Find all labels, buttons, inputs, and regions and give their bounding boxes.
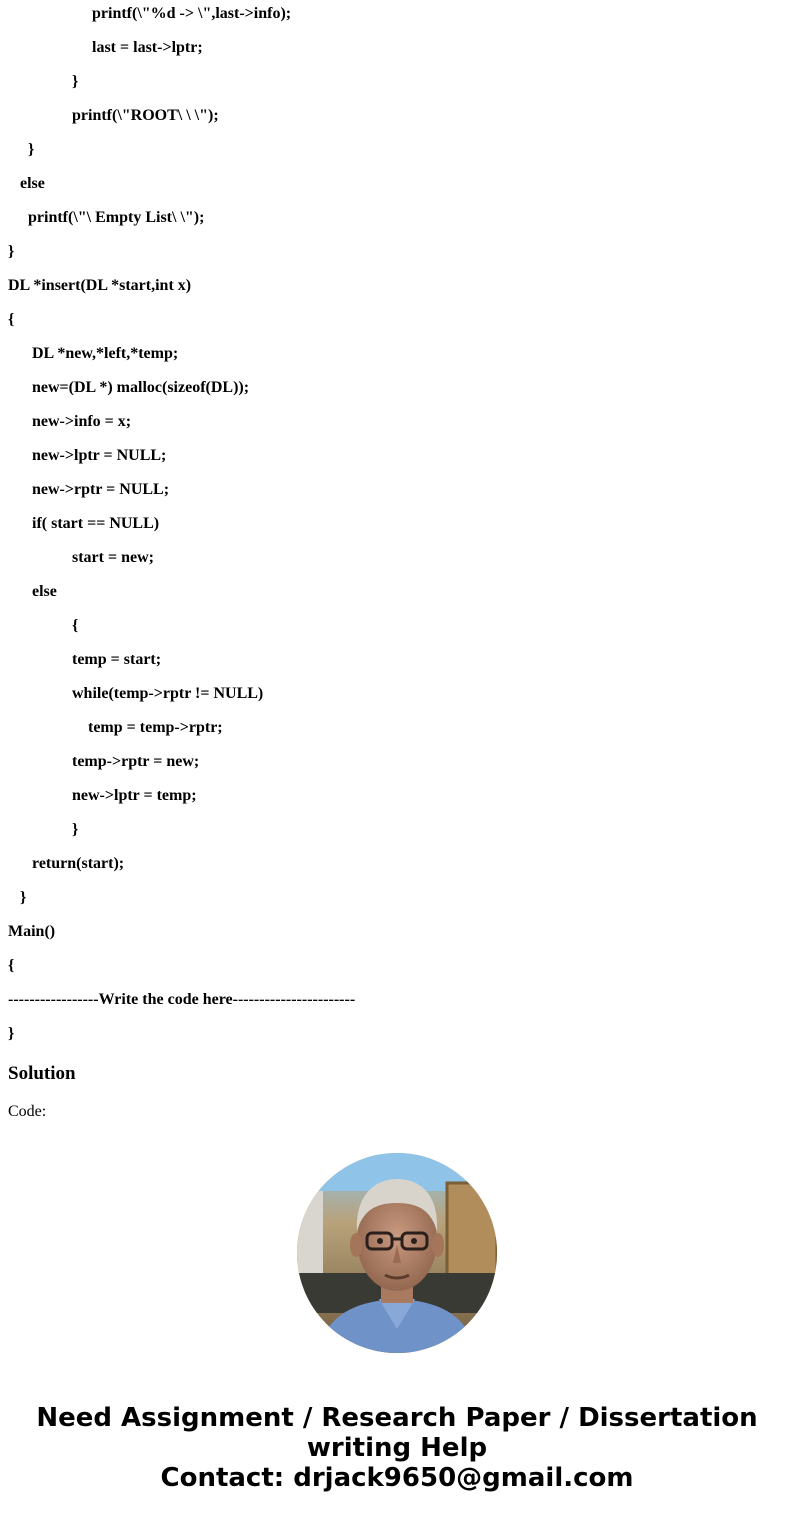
author-avatar — [297, 1153, 497, 1353]
code-line: { — [8, 957, 15, 974]
code-line: { — [72, 617, 79, 634]
code-line: new->lptr = NULL; — [32, 447, 167, 464]
person-portrait-icon — [297, 1153, 497, 1353]
code-line: if( start == NULL) — [32, 515, 160, 532]
promo-line-2: writing Help — [306, 1433, 488, 1463]
promo-line-1: Need Assignment / Research Paper / Dissertation — [36, 1403, 758, 1433]
solution-heading: Solution — [8, 1063, 76, 1084]
code-line: else — [20, 175, 45, 192]
code-line: -----------------Write the code here----------------------- — [8, 991, 356, 1008]
code-line: new=(DL *) malloc(sizeof(DL)); — [32, 379, 250, 396]
code-line: } — [20, 889, 27, 906]
code-line: printf(\"%d -> \",last->info); — [92, 5, 292, 22]
promo-line-3: Contact: drjack9650@gmail.com — [160, 1463, 634, 1493]
code-line: temp = start; — [72, 651, 162, 668]
code-line: } — [28, 141, 35, 158]
code-label: Code: — [8, 1103, 47, 1120]
code-line: new->lptr = temp; — [72, 787, 197, 804]
code-line: new->info = x; — [32, 413, 132, 430]
code-line: while(temp->rptr != NULL) — [72, 685, 264, 702]
code-line: DL *insert(DL *start,int x) — [8, 277, 192, 294]
code-line: } — [72, 821, 79, 838]
code-line: DL *new,*left,*temp; — [32, 345, 179, 362]
code-line: temp = temp->rptr; — [88, 719, 223, 736]
code-line: else — [32, 583, 57, 600]
code-line: return(start); — [32, 855, 125, 872]
code-line: printf(\"\ Empty List\ \"); — [28, 209, 205, 226]
code-line: } — [8, 243, 15, 260]
code-line: Main() — [8, 923, 56, 940]
code-line: } — [72, 73, 79, 90]
code-line: start = new; — [72, 549, 154, 566]
code-line: printf(\"ROOT\ \ \"); — [72, 107, 219, 124]
code-line: new->rptr = NULL; — [32, 481, 170, 498]
code-line: } — [8, 1025, 15, 1042]
code-line: temp->rptr = new; — [72, 753, 200, 770]
promo-banner — [0, 1403, 794, 1493]
code-line: { — [8, 311, 15, 328]
code-line: last = last->lptr; — [92, 39, 203, 56]
